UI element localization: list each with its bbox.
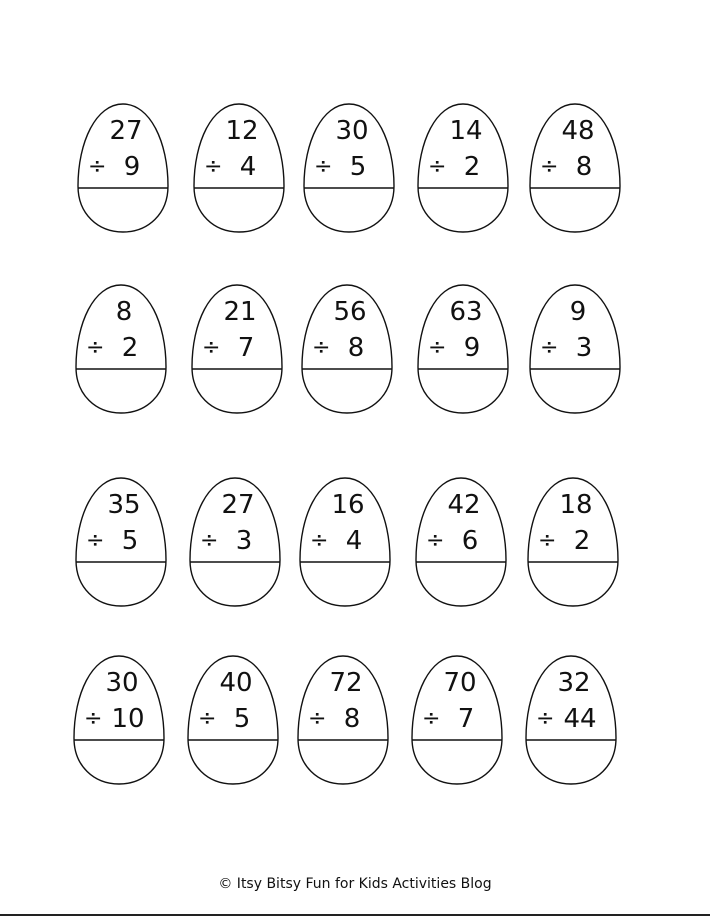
egg-problem — [414, 283, 512, 415]
divisor: 9 — [123, 152, 141, 182]
division-sign: ÷ — [308, 706, 327, 731]
dividend: 21 — [223, 297, 257, 327]
divisor: 2 — [573, 526, 591, 556]
divisor: 6 — [461, 526, 479, 556]
divisor: 3 — [575, 333, 593, 363]
egg-problem — [74, 102, 172, 234]
dividend: 14 — [449, 116, 483, 146]
divisor-line — [84, 152, 164, 182]
egg-problem — [294, 654, 392, 786]
egg-row — [70, 102, 630, 237]
divisor: 7 — [237, 333, 255, 363]
divisor-line — [536, 333, 616, 363]
division-sign: ÷ — [310, 528, 329, 553]
divisor: 3 — [235, 526, 253, 556]
dividend: 56 — [333, 297, 367, 327]
egg-row — [70, 476, 630, 611]
divisor: 8 — [575, 152, 593, 182]
egg-problem — [72, 476, 170, 608]
divisor-line — [424, 152, 504, 182]
dividend: 48 — [561, 116, 595, 146]
divisor-line — [536, 152, 616, 182]
divisor-line — [424, 333, 504, 363]
egg-problem — [526, 102, 624, 234]
egg-problem — [300, 102, 398, 234]
divisor-line — [80, 704, 160, 734]
division-sign: ÷ — [540, 154, 559, 179]
divisor: 4 — [239, 152, 257, 182]
egg-problem — [526, 283, 624, 415]
divisor-line — [310, 152, 390, 182]
divisor-line — [198, 333, 278, 363]
divisor-line — [304, 704, 384, 734]
divisor: 4 — [345, 526, 363, 556]
egg-problem — [72, 283, 170, 415]
egg-problem — [522, 654, 620, 786]
dividend: 40 — [219, 668, 253, 698]
division-sign: ÷ — [204, 154, 223, 179]
divisor: 2 — [121, 333, 139, 363]
division-sign: ÷ — [536, 706, 555, 731]
divisor-line — [194, 704, 274, 734]
egg-problem — [186, 476, 284, 608]
divisor-line — [422, 526, 502, 556]
dividend: 35 — [107, 490, 141, 520]
egg-problem — [414, 102, 512, 234]
division-sign: ÷ — [540, 335, 559, 360]
division-sign: ÷ — [200, 528, 219, 553]
egg-problem — [412, 476, 510, 608]
division-sign: ÷ — [86, 528, 105, 553]
bottom-divider — [0, 914, 710, 916]
dividend: 30 — [105, 668, 139, 698]
egg-problem — [184, 654, 282, 786]
egg-row — [70, 654, 630, 789]
divisor: 7 — [457, 704, 475, 734]
divisor-line — [308, 333, 388, 363]
divisor-line — [306, 526, 386, 556]
divisor-line — [200, 152, 280, 182]
division-sign: ÷ — [422, 706, 441, 731]
divisor: 10 — [111, 704, 145, 734]
division-sign: ÷ — [86, 335, 105, 360]
divisor-line — [534, 526, 614, 556]
dividend: 8 — [115, 297, 133, 327]
divisor-line — [532, 704, 612, 734]
divisor: 8 — [347, 333, 365, 363]
divisor: 5 — [121, 526, 139, 556]
egg-problem — [188, 283, 286, 415]
division-sign: ÷ — [198, 706, 217, 731]
dividend: 18 — [559, 490, 593, 520]
egg-problem — [298, 283, 396, 415]
divisor-line — [82, 526, 162, 556]
dividend: 32 — [557, 668, 591, 698]
egg-grid — [70, 102, 630, 792]
egg-problem — [190, 102, 288, 234]
division-sign: ÷ — [538, 528, 557, 553]
dividend: 27 — [109, 116, 143, 146]
dividend: 16 — [331, 490, 365, 520]
copyright-credit: © Itsy Bitsy Fun for Kids Activities Blog — [218, 876, 492, 892]
egg-problem — [296, 476, 394, 608]
divisor: 5 — [233, 704, 251, 734]
division-sign: ÷ — [428, 335, 447, 360]
dividend: 12 — [225, 116, 259, 146]
divisor-line — [418, 704, 498, 734]
divisor: 44 — [563, 704, 597, 734]
dividend: 63 — [449, 297, 483, 327]
division-sign: ÷ — [84, 706, 103, 731]
egg-problem — [70, 654, 168, 786]
dividend: 42 — [447, 490, 481, 520]
division-sign: ÷ — [428, 154, 447, 179]
egg-problem — [408, 654, 506, 786]
divisor: 9 — [463, 333, 481, 363]
division-sign: ÷ — [314, 154, 333, 179]
dividend: 27 — [221, 490, 255, 520]
divisor: 5 — [349, 152, 367, 182]
division-sign: ÷ — [312, 335, 331, 360]
divisor-line — [196, 526, 276, 556]
egg-problem — [524, 476, 622, 608]
dividend: 72 — [329, 668, 363, 698]
divisor-line — [82, 333, 162, 363]
division-sign: ÷ — [202, 335, 221, 360]
division-sign: ÷ — [426, 528, 445, 553]
dividend: 30 — [335, 116, 369, 146]
dividend: 9 — [569, 297, 587, 327]
division-sign: ÷ — [88, 154, 107, 179]
divisor: 8 — [343, 704, 361, 734]
divisor: 2 — [463, 152, 481, 182]
dividend: 70 — [443, 668, 477, 698]
egg-row — [70, 283, 630, 418]
